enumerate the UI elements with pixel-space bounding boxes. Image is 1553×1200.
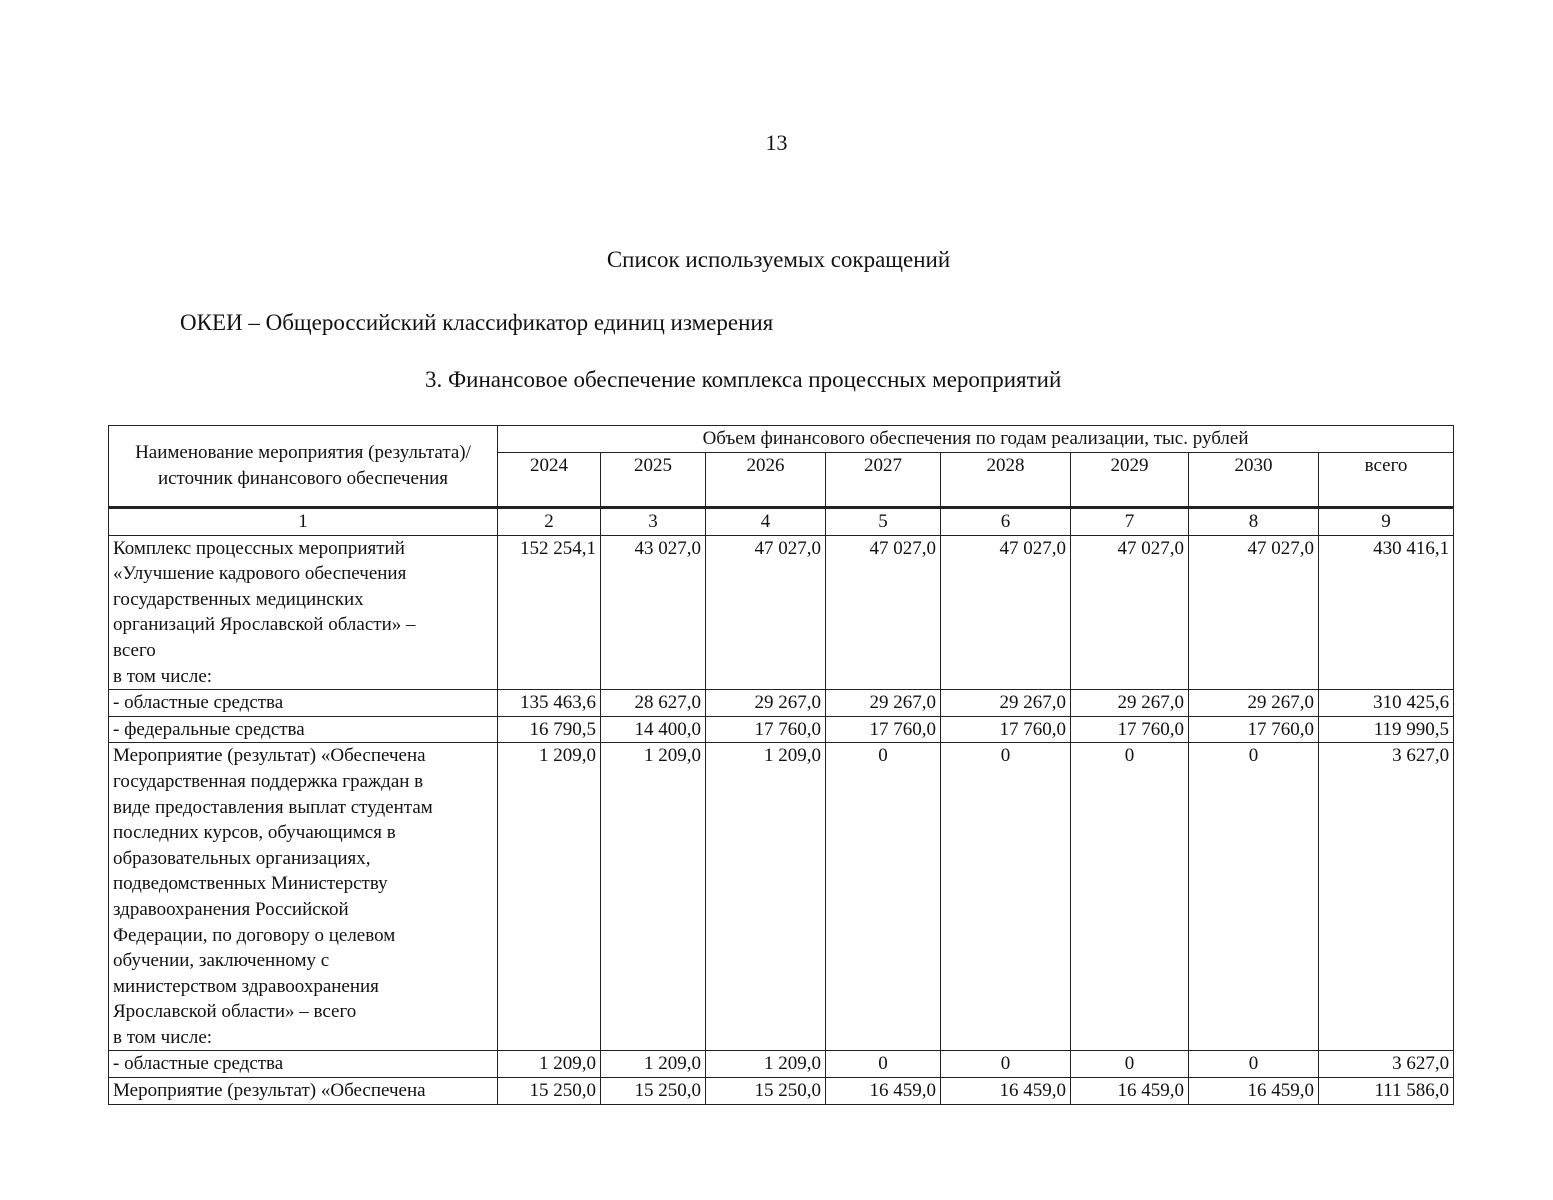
- table-row: [109, 716, 1454, 743]
- value-2026: 47 027,0: [706, 535, 826, 690]
- header-year-2030: 2030: [1189, 453, 1319, 508]
- value-total: 119 990,5: [1319, 716, 1454, 743]
- header-volume-group: Объем финансового обеспечения по годам реализации, тыс. рублей: [498, 426, 1454, 453]
- value-2028: 0: [941, 1051, 1071, 1078]
- value-2024: 152 254,1: [498, 535, 601, 690]
- row-name: [109, 690, 498, 717]
- value-2030: 29 267,0: [1189, 690, 1319, 717]
- row-name-line: государственная поддержка граждан в: [113, 770, 424, 792]
- column-number: 7: [1071, 508, 1189, 536]
- row-name-line: - федеральные средства: [113, 718, 305, 740]
- page-number: 13: [765, 130, 788, 155]
- value-2029: 29 267,0: [1071, 690, 1189, 717]
- table-row: [109, 743, 1454, 1051]
- row-name-line: в том числе:: [113, 1026, 213, 1048]
- column-number: 5: [826, 508, 941, 536]
- header-year-2026: 2026: [706, 453, 826, 508]
- row-name-line: Мероприятие (результат) «Обеспечена: [113, 745, 426, 767]
- value-2026: 17 760,0: [706, 716, 826, 743]
- value-total: 3 627,0: [1319, 743, 1454, 1051]
- value-total: 430 416,1: [1319, 535, 1454, 690]
- value-2024: 135 463,6: [498, 690, 601, 717]
- value-total: 310 425,6: [1319, 690, 1454, 717]
- value-2025: 28 627,0: [601, 690, 706, 717]
- row-name: [109, 1051, 498, 1078]
- table-row: [109, 535, 1454, 690]
- value-2030: 17 760,0: [1189, 716, 1319, 743]
- header-year-2025: 2025: [601, 453, 706, 508]
- value-2028: 47 027,0: [941, 535, 1071, 690]
- row-name-line: государственных медицинских: [113, 588, 364, 610]
- value-2027: 17 760,0: [826, 716, 941, 743]
- header-year-2024: 2024: [498, 453, 601, 508]
- value-2027: 0: [826, 1051, 941, 1078]
- row-name-line: Ярославской области» – всего: [113, 1001, 357, 1023]
- value-total: 111 586,0: [1319, 1078, 1454, 1105]
- column-number: 6: [941, 508, 1071, 536]
- row-name-line: Федерации, по договору о целевом: [113, 924, 396, 946]
- row-name-line: последних курсов, обучающимся в: [113, 822, 396, 844]
- value-2024: 15 250,0: [498, 1078, 601, 1105]
- value-2024: 16 790,5: [498, 716, 601, 743]
- header-total: всего: [1319, 453, 1454, 508]
- row-name-line: Мероприятие (результат) «Обеспечена: [113, 1080, 426, 1102]
- value-2029: 0: [1071, 743, 1189, 1051]
- header-year-2029: 2029: [1071, 453, 1189, 508]
- value-2030: 0: [1189, 743, 1319, 1051]
- row-name-line: в том числе:: [113, 665, 213, 687]
- financing-table: [108, 425, 1454, 1105]
- row-name-line: - областные средства: [113, 692, 284, 714]
- row-name: [109, 716, 498, 743]
- value-2030: 47 027,0: [1189, 535, 1319, 690]
- row-name: [109, 535, 498, 690]
- value-2028: 17 760,0: [941, 716, 1071, 743]
- value-2030: 16 459,0: [1189, 1078, 1319, 1105]
- value-2028: 16 459,0: [941, 1078, 1071, 1105]
- table-row: [109, 1078, 1454, 1105]
- value-2025: 15 250,0: [601, 1078, 706, 1105]
- value-2025: 1 209,0: [601, 743, 706, 1051]
- column-number: 1: [109, 508, 498, 536]
- header-year-2028: 2028: [941, 453, 1071, 508]
- row-name-line: обучении, заключенному с: [113, 950, 330, 972]
- value-2027: 16 459,0: [826, 1078, 941, 1105]
- value-2027: 0: [826, 743, 941, 1051]
- row-name-line: Комплекс процессных мероприятий: [113, 537, 405, 559]
- value-total: 3 627,0: [1319, 1051, 1454, 1078]
- row-name-line: виде предоставления выплат студентам: [113, 796, 433, 818]
- row-name-line: министерством здравоохранения: [113, 975, 379, 997]
- row-name-line: организаций Ярославской области» –: [113, 614, 416, 636]
- section-title: 3. Финансовое обеспечение комплекса процессных мероприятий: [425, 367, 1062, 392]
- value-2025: 43 027,0: [601, 535, 706, 690]
- row-name-line: «Улучшение кадрового обеспечения: [113, 563, 407, 585]
- value-2029: 16 459,0: [1071, 1078, 1189, 1105]
- abbreviation-okei: ОКЕИ – Общероссийский классификатор единиц измерения: [180, 310, 774, 335]
- value-2027: 29 267,0: [826, 690, 941, 717]
- value-2029: 0: [1071, 1051, 1189, 1078]
- value-2026: 29 267,0: [706, 690, 826, 717]
- value-2028: 0: [941, 743, 1071, 1051]
- value-2027: 47 027,0: [826, 535, 941, 690]
- row-name-line: всего: [113, 639, 156, 661]
- value-2029: 47 027,0: [1071, 535, 1189, 690]
- column-number: 4: [706, 508, 826, 536]
- row-name-line: подведомственных Министерству: [113, 873, 388, 895]
- row-name: [109, 743, 498, 1051]
- value-2029: 17 760,0: [1071, 716, 1189, 743]
- value-2030: 0: [1189, 1051, 1319, 1078]
- value-2026: 1 209,0: [706, 743, 826, 1051]
- value-2025: 1 209,0: [601, 1051, 706, 1078]
- value-2028: 29 267,0: [941, 690, 1071, 717]
- row-name-line: образовательных организациях,: [113, 847, 371, 869]
- abbreviations-title: Список используемых сокращений: [606, 247, 951, 272]
- column-number: 3: [601, 508, 706, 536]
- row-name-line: здравоохранения Российской: [113, 898, 349, 920]
- table-row: [109, 690, 1454, 717]
- column-number: 9: [1319, 508, 1454, 536]
- table-row: [109, 1051, 1454, 1078]
- value-2026: 1 209,0: [706, 1051, 826, 1078]
- value-2026: 15 250,0: [706, 1078, 826, 1105]
- value-2025: 14 400,0: [601, 716, 706, 743]
- row-name: [109, 1078, 498, 1105]
- value-2024: 1 209,0: [498, 1051, 601, 1078]
- value-2024: 1 209,0: [498, 743, 601, 1051]
- header-name-column: Наименование мероприятия (результата)/ источник финансового обеспечения: [109, 426, 498, 508]
- row-name-line: - областные средства: [113, 1053, 284, 1075]
- column-number: 8: [1189, 508, 1319, 536]
- column-number: 2: [498, 508, 601, 536]
- header-year-2027: 2027: [826, 453, 941, 508]
